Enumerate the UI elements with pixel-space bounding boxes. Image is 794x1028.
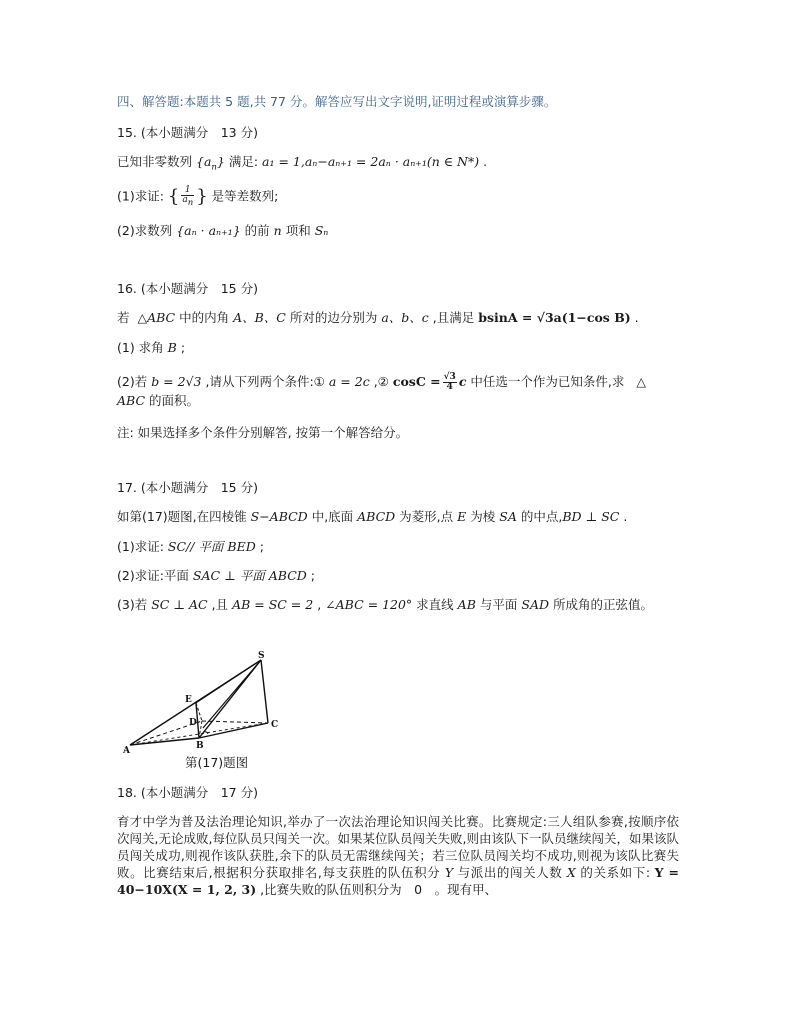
q17-header: 17. (本小题满分 15 分) [117, 480, 258, 495]
label-C: C [271, 720, 279, 730]
q16-part2-cont: ABC 的面积。 [117, 393, 200, 408]
q15-part1-text: 是等差数列; [211, 188, 279, 204]
q15-sum-symbol: Sₙ [314, 223, 329, 238]
edge-SC [261, 660, 268, 723]
label-E: E [185, 695, 192, 705]
q16-header: 16. (本小题满分 15 分) [117, 281, 258, 296]
q17-part3: (3)若 SC ⊥ AC ,且 AB = SC = 2 , ∠ABC = 120° 求直线 AB 与平面 SAD 所成角的正弦值。 [117, 597, 653, 612]
q15-condition: a₁ = 1,aₙ−aₙ₊₁ = 2aₙ · aₙ₊₁(n ∈ N*) [262, 154, 480, 169]
q15-part1: (1)求证: { $\frac{1}{a_n}$ } 是等差数列; [117, 185, 279, 208]
q15-header: 15. (本小题满分 13 分) [117, 125, 258, 140]
q15-part2: (2)求数列 {aₙ · aₙ₊₁} 的前 n 项和 Sₙ [117, 223, 329, 238]
label-S: S [258, 651, 265, 661]
q16-part2: (2)若 b = 2√3 ,请从下列两个条件:① a = 2c ,② cosC = $\frac{√3}{4}$ c 中任选一个作为已知条件,求 △ [117, 372, 646, 392]
q15-reciprocal-fraction: $\frac{1}{a_n}$ [182, 185, 194, 208]
label-B: B [196, 741, 204, 751]
q15-seq: $\{a_n\}$ [196, 154, 225, 173]
label-D: D [189, 718, 197, 728]
edge-S-inner [203, 660, 261, 728]
q18-header: 18. (本小题满分 17 分) [117, 785, 258, 800]
q17-stem: 如第(17)题图,在四棱锥 S−ABCD 中,底面 ABCD 为菱形,点 E 为棱 SA 的中点,BD ⊥ SC . [117, 509, 628, 524]
section-heading: 四、解答题:本题共 5 题,共 77 分。解答应写出文字说明,证明过程或演算步骤。 [117, 94, 557, 109]
q15-brace: { [167, 185, 180, 207]
q18-formula: Y = 40−10X(X = 1, 2, 3) [117, 865, 679, 897]
figure-caption: 第(17)题图 [185, 755, 249, 770]
edge-ES [196, 660, 261, 703]
q16-condition-1: a = 2c [328, 374, 370, 389]
q17-part2: (2)求证:平面 SAC ⊥ 平面 ABCD ; [117, 568, 315, 583]
q15-stem: 已知非零数列 $\{a_n\}$ 满足: a₁ = 1,aₙ−aₙ₊₁ = 2aₙ · aₙ₊₁(n ∈ N*) . [117, 154, 488, 173]
q16-part1: (1) 求角 B ; [117, 340, 186, 355]
q15-part1-label: (1)求证: [117, 188, 164, 204]
q16-stem: 若 △ABC 中的内角 A、B、C 所对的边分别为 a、b、c ,且满足 bsinA = √3a(1−cos B) . [117, 310, 639, 325]
q17-part1: (1)求证: SC// 平面 BED ; [117, 539, 264, 554]
q18-paragraph: 育才中学为普及法治理论知识,举办了一次法治理论知识闯关比赛。比赛规定:三人组队参赛,按顺序依次闯关,无论成败,每位队员只闯关一次。如果某位队员闯关失败,则由该队下一队员继续闯关，如果该队员闯关成功,则视作该队获胜,余下的队员无需继续闯关；若三位队员闯关均不成功,则视为该队比赛失败。比赛结束后,根据积分获取排名,每支获胜的队伍积分 Y 与派出的闯关人数 X 的关系如下: Y = 40−10X(X = 1, 2, 3) ,比赛失败的队伍则积分为 0 。现有甲、 [117, 814, 679, 897]
q16-condition: bsinA = √3a(1−cos B) [478, 310, 631, 325]
q15-product-seq: {aₙ · aₙ₊₁} [176, 223, 241, 238]
q15-stem-text: 已知非零数列 [117, 154, 193, 169]
q15-stem-mid: 满足: [228, 154, 259, 169]
q16-condition-2: cosC = $\frac{√3}{4}$ c [392, 372, 467, 392]
pyramid-figure [117, 650, 289, 760]
label-A: A [123, 746, 130, 756]
q16-note: 注: 如果选择多个条件分别解答, 按第一个解答给分。 [117, 425, 409, 440]
